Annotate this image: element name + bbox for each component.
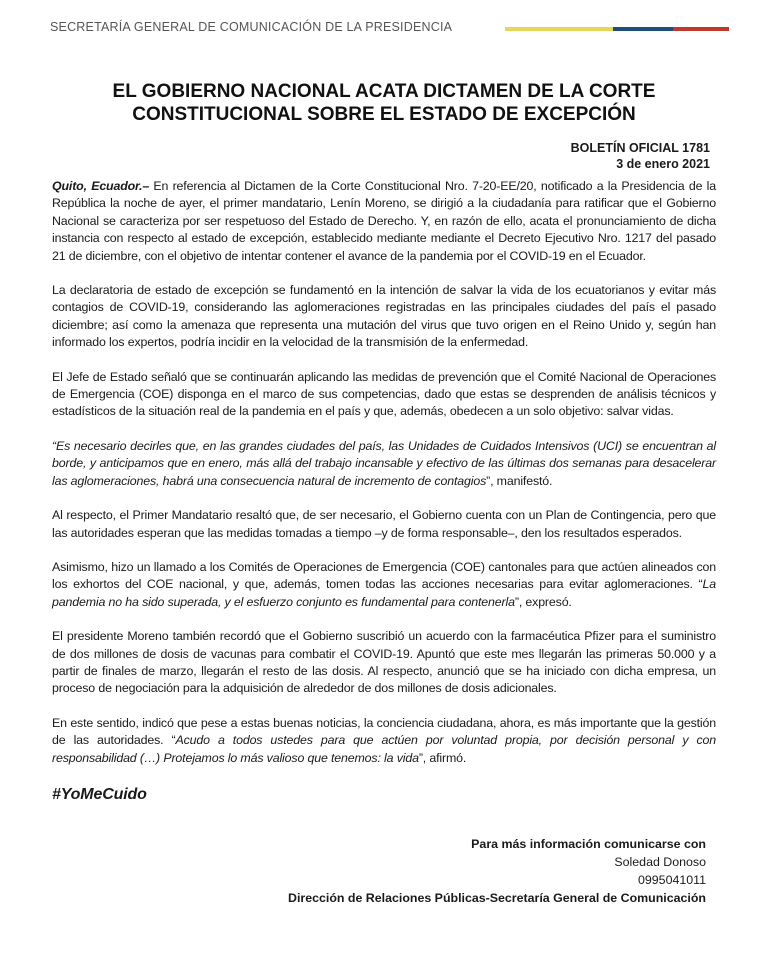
paragraph-1 [52, 178, 716, 265]
paragraph-text: En referencia al Dictamen de la Corte Constitucional Nro. 7-20-EE/20, notificado a la Presidencia de la República la noche de ayer, el primer mandatario, Lenín Moreno, se dirigió a la ciudadanía para ratificar que el Gobierno Nacional se caracteriza por ser respetuoso del Estado de Derecho. Y, en razón de ello, acata el pronunciamiento de dicha instancia con respecto al estado de excepción, establecido mediante mediante el Decreto Ejecutivo Nro. 1217 del pasado 21 de diciembre, con el objetivo de intentar contener el avance de la pandemia por el COVID-19 en el Ecuador. [52, 179, 716, 263]
paragraph-text: ”, manifestó. [486, 473, 553, 488]
bulletin-number: BOLETÍN OFICIAL 1781 [570, 141, 710, 155]
paragraph-text: En este sentido, indicó que pese a estas buenas noticias, la conciencia ciudadana, ahora, es más importante que la gestión de las autoridades. “ [52, 715, 716, 748]
quote: Acudo a todos ustedes para que actúen por voluntad propia, por decisión personal y con responsabilidad (…) Protejamos lo más valioso que tenemos: la vida [52, 733, 716, 765]
bulletin-info [0, 140, 710, 172]
quote: “Es necesario decirles que, en las grandes ciudades del país, las Unidades de Cuidados Intensivos (UCI) se encuentran al borde, y anticipamos que en enero, más allá del trabajo incansable y efectivo de las últimas dos semanas para desacelerar las aglomeraciones, habrá una consecuencia natural de incremento de contagios [52, 438, 716, 488]
contact-department: Dirección de Relaciones Públicas-Secretaría General de Comunicación [288, 890, 706, 905]
hashtag: #YoMeCuido [52, 785, 147, 803]
paragraph-text: ”, expresó. [514, 594, 572, 609]
bulletin-date: 3 de enero 2021 [616, 157, 710, 171]
contact-info-label: Para más información comunicarse con [471, 836, 706, 851]
page-title: EL GOBIERNO NACIONAL ACATA DICTAMEN DE LA CORTE CONSTITUCIONAL SOBRE EL ESTADO DE EXCEPCIÓN [112, 81, 656, 125]
paragraph-5: Al respecto, el Primer Mandatario resaltó que, de ser necesario, el Gobierno cuenta con un Plan de Contingencia, pero que las autoridades esperan que las medidas tomadas a tiempo –y de forma responsable–, den los resultados esperados. [52, 508, 716, 540]
article-body [52, 178, 716, 805]
quote: La pandemia no ha sido superada, y el esfuerzo conjunto es fundamental para contenerla [52, 577, 716, 609]
paragraph-6 [52, 559, 716, 611]
paragraph-text: ”, afirmó. [418, 750, 467, 765]
organization-header: SECRETARÍA GENERAL DE COMUNICACIÓN DE LA PRESIDENCIA [50, 20, 453, 34]
paragraph-4 [52, 438, 716, 490]
contact-phone: 0995041011 [638, 872, 706, 887]
paragraph-7: El presidente Moreno también recordó que el Gobierno suscribió un acuerdo con la farmacéutica Pfizer para el suministro de dos millones de dosis de vacunas para combatir el COVID-19. Apuntó que este mes llegarán las primeras 50.000 y a partir de finales de marzo, llegarán el resto de las dosis. Al respecto, anunció que se ha iniciado con dicha empresa, un proceso de negociación para la adquisición de alrededor de dos millones de dosis adicionales. [52, 629, 716, 696]
paragraph-text: Asimismo, hizo un llamado a los Comités de Operaciones de Emergencia (COE) cantonales para que actúen alineados con los exhortos del COE nacional, y que, además, tomen todas las acciones necesarias para evitar aglomeraciones. “ [52, 559, 716, 592]
contact-name: Soledad Donoso [614, 854, 706, 869]
dateline: Quito, Ecuador.– [52, 179, 150, 193]
paragraph-8 [52, 715, 716, 767]
paragraph-3: El Jefe de Estado señaló que se continuarán aplicando las medidas de prevención que el Comité Nacional de Operaciones de Emergencia (COE) disponga en el marco de sus competencias, dado que estas se desprenden de análisis técnicos y estadísticos de la situación real de la pandemia en el país y que, además, obedecen a un solo objetivo: salvar vidas. [52, 369, 716, 419]
contact-footer [0, 835, 706, 907]
paragraph-2: La declaratoria de estado de excepción se fundamentó en la intención de salvar la vida de los ecuatorianos y evitar más contagios de COVID-19, considerando las aglomeraciones registradas en las principales ciudades del país el pasado diciembre; así como la amenaza que representa una mutación del virus que tuvo origen en el Reino Unido y, según han informado los expertos, podría incidir en la velocidad de la transmisión de la enfermedad. [52, 283, 716, 350]
